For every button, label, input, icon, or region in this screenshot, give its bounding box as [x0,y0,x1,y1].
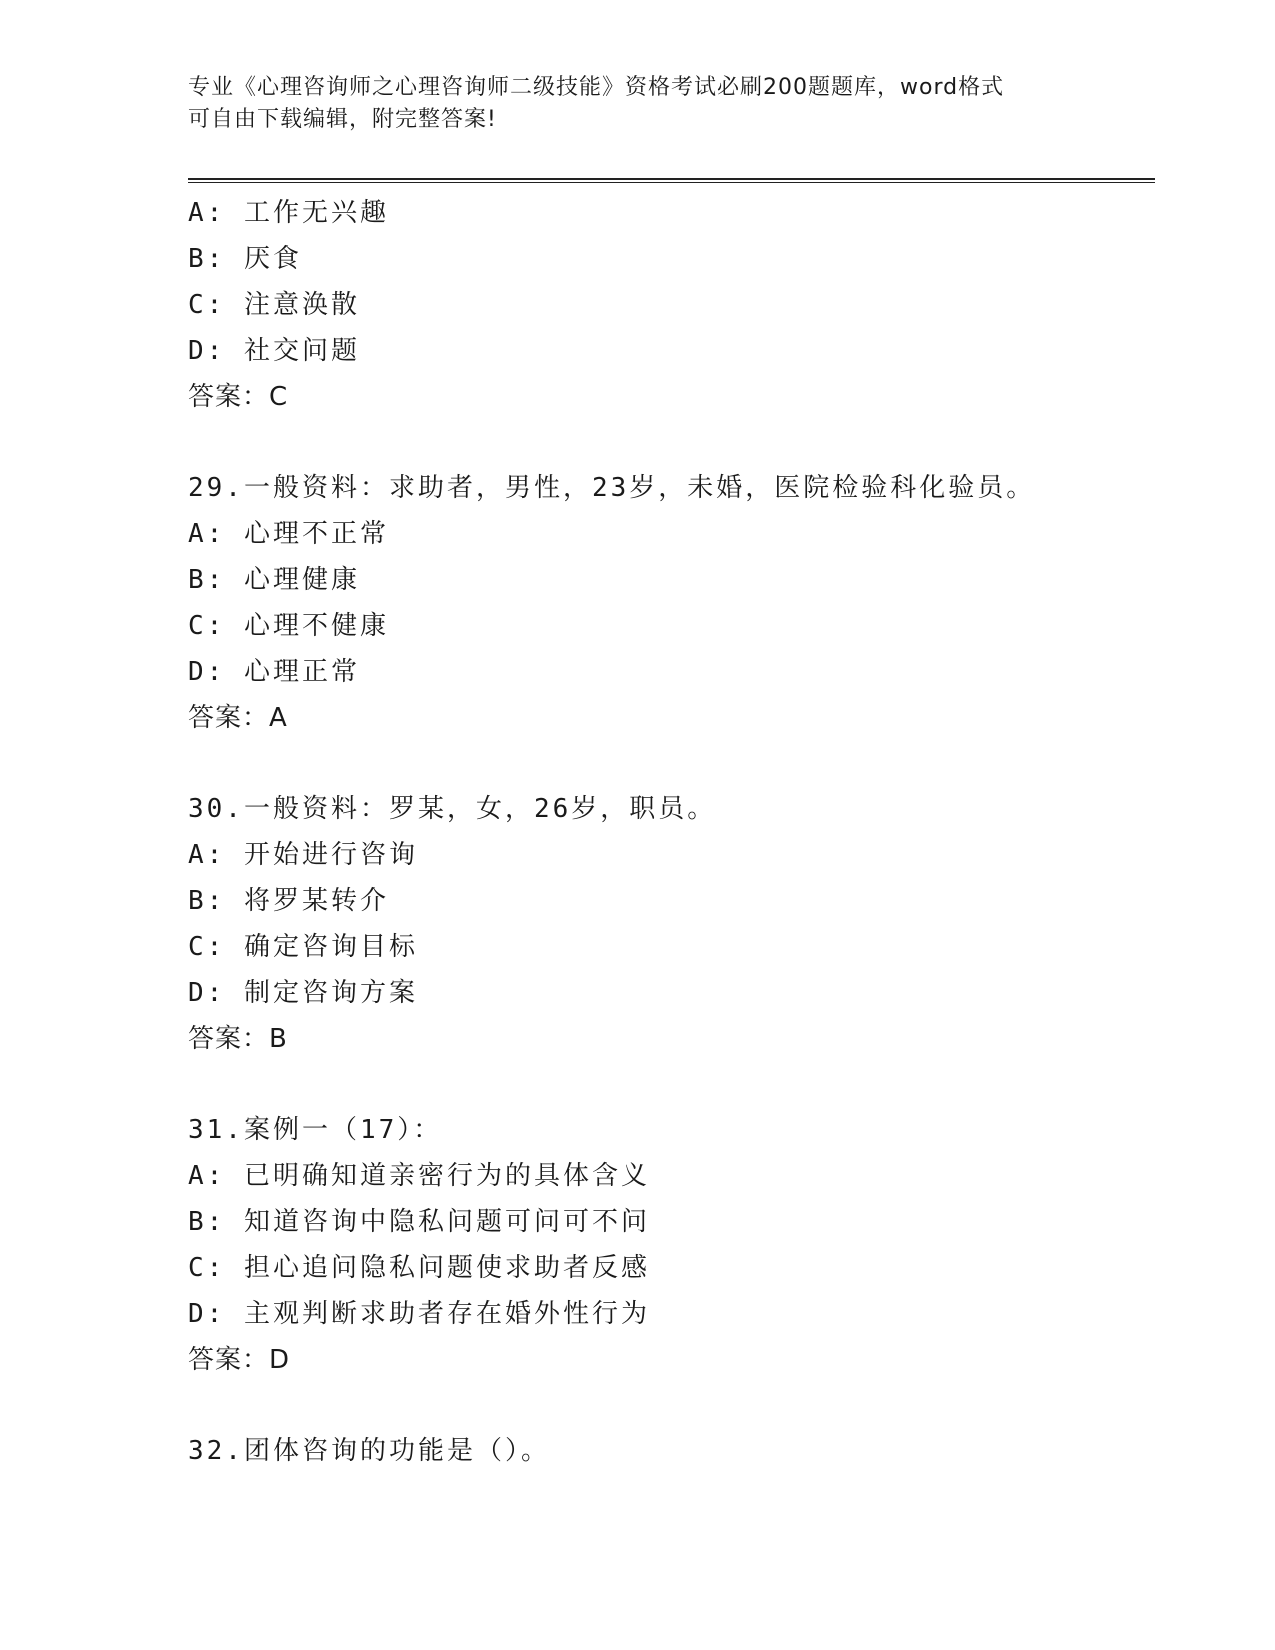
spacer [188,1062,1148,1107]
question-stem: 32.团体咨询的功能是（）。 [188,1436,550,1466]
header-divider [188,178,1155,183]
question-stem: 29.一般资料：求助者，男性，23岁，未婚，医院检验科化验员。 [188,473,1036,503]
option-a: A: 已明确知道亲密行为的具体含义 [188,1161,650,1191]
spacer [188,741,1148,786]
option-b: B: 心理健康 [188,565,360,595]
header-title-line1: 专业《心理咨询师之心理咨询师二级技能》资格考试必刷200题题库，word格式 [188,75,1005,100]
option-b: B: 将罗某转介 [188,886,389,916]
spacer [188,1383,1148,1428]
spacer [188,420,1148,465]
option-c: C: 注意涣散 [188,290,360,320]
option-b: B: 厌食 [188,244,302,274]
option-d: D: 社交问题 [188,336,360,366]
answer-label: 答案：B [188,1024,288,1054]
option-a: A: 工作无兴趣 [188,198,389,228]
answer-label: 答案：D [188,1345,291,1375]
option-b: B: 知道咨询中隐私问题可问可不问 [188,1207,650,1237]
question-list [188,190,1148,1474]
question-block-28 [188,190,1148,420]
option-c: C: 心理不健康 [188,611,389,641]
option-d: D: 制定咨询方案 [188,978,418,1008]
option-d: D: 心理正常 [188,657,360,687]
option-a: A: 开始进行咨询 [188,840,418,870]
question-stem: 31.案例一（17）： [188,1115,443,1145]
option-c: C: 担心追问隐私问题使求助者反感 [188,1253,650,1283]
answer-label: 答案：C [188,382,289,412]
option-a: A: 心理不正常 [188,519,389,549]
answer-label: 答案：A [188,703,288,733]
option-c: C: 确定咨询目标 [188,932,418,962]
question-block-29 [188,465,1148,741]
question-block-31 [188,1107,1148,1383]
question-block-32 [188,1428,1148,1474]
document-header [188,72,1068,136]
option-d: D: 主观判断求助者存在婚外性行为 [188,1299,650,1329]
header-title-line2: 可自由下载编辑，附完整答案! [188,107,497,132]
question-stem: 30.一般资料：罗某，女，26岁，职员。 [188,794,717,824]
question-block-30 [188,786,1148,1062]
